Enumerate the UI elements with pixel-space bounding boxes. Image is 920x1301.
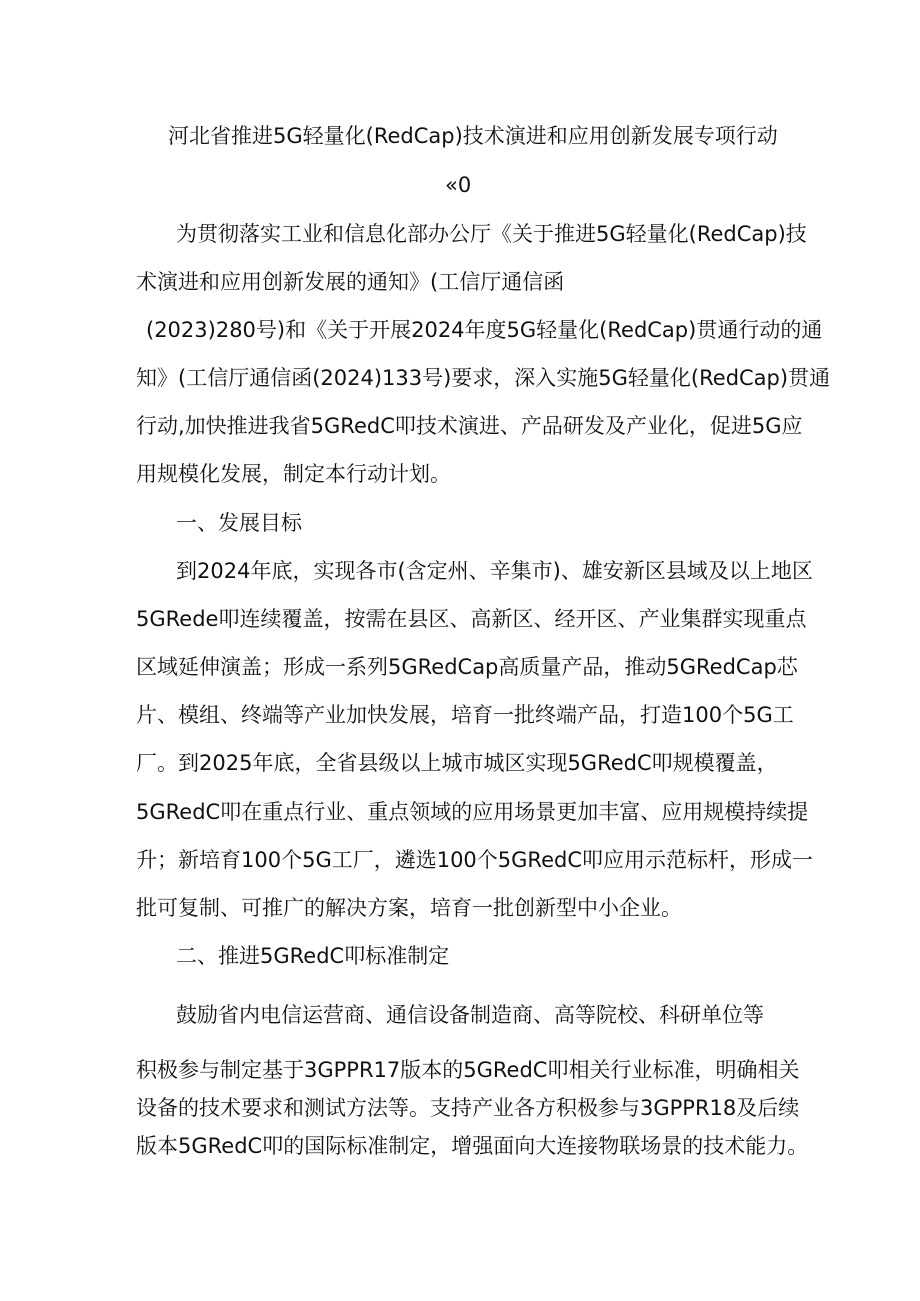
paragraph-1-line-4: 知》(工信厅通信函(2024)133号)要求，深入实施5G轻量化(RedCap)贯通 [136, 366, 831, 390]
paragraph-4-line-3: 版本5GRedC叩的国际标准制定，增强面向大连接物联场景的技术能力。 [136, 1134, 809, 1158]
paragraph-2-line-2: 5GRede叩连续覆盖，按需在县区、高新区、经开区、产业集群实现重点 [136, 607, 807, 631]
paragraph-2-line-3: 区域延伸演盖；形成一系列5GRedCap高质量产品，推动5GRedCap芯 [136, 655, 798, 679]
paragraph-1-line-2: 术演进和应用创新发展的通知》(工信厅通信函 [136, 270, 565, 294]
paragraph-1-line-6: 用规模化发展，制定本行动计划。 [136, 462, 451, 486]
paragraph-2-line-4: 片、模组、终端等产业加快发展，培育一批终端产品，打造100个5G工 [136, 703, 794, 727]
document-subtitle: «0 [445, 173, 472, 197]
paragraph-2-line-1: 到2024年底，实现各市(含定州、辛集市)、雄安新区县域及以上地区 [176, 559, 813, 583]
paragraph-2-line-5: 厂。到2025年底，全省县级以上城市城区实现5GRedC叩规模覆盖， [136, 751, 778, 775]
paragraph-2-line-7: 升；新培育100个5G工厂，遴选100个5GRedC叩应用示范标杆，形成一 [136, 848, 813, 872]
section-heading-2: 二、推进5GRedC叩标准制定 [176, 944, 450, 968]
paragraph-1-line-3: (2023)280号)和《关于开展2024年度5G轻量化(RedCap)贯通行动的通 [146, 318, 823, 342]
paragraph-4-line-2: 设备的技术要求和测试方法等。支持产业各方积极参与3GPPR18及后续 [136, 1096, 800, 1120]
paragraph-2-line-6: 5GRedC叩在重点行业、重点领域的应用场景更加丰富、应用规模持续提 [136, 800, 809, 824]
paragraph-2-line-8: 批可复制、可推广的解决方案，培育一批创新型中小企业。 [136, 896, 682, 920]
paragraph-1-line-5: 行动,加快推进我省5GRedC叩技术演进、产品研发及产业化，促进5G应 [136, 414, 803, 438]
paragraph-1-line-1: 为贯彻落实工业和信息化部办公厅《关于推进5G轻量化(RedCap)技 [176, 222, 807, 246]
section-heading-1: 一、发展目标 [176, 511, 302, 535]
paragraph-4-line-1: 积极参与制定基于3GPPR17版本的5GRedC叩相关行业标准，明确相关 [136, 1058, 800, 1082]
document-title: 河北省推进5G轻量化(RedCap)技术演进和应用创新发展专项行动 [168, 124, 778, 148]
paragraph-3-line-1: 鼓励省内电信运营商、通信设备制造商、高等院校、科研单位等 [176, 1003, 764, 1027]
